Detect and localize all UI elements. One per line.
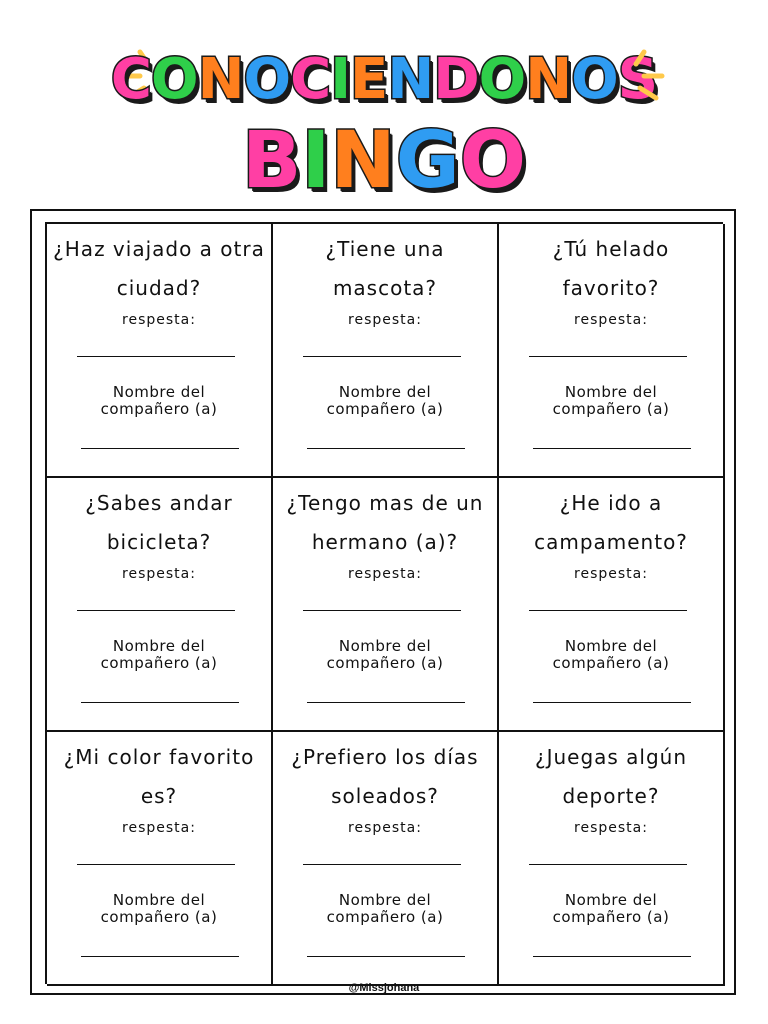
name-line[interactable] [307,448,465,449]
cell-question: ¿Tiene una mascota? [325,237,445,300]
cell-question: ¿Tengo mas de un hermano (a)? [286,491,484,554]
answer-line[interactable] [77,356,235,357]
bingo-cell[interactable] [499,732,725,986]
name-line[interactable] [81,956,239,957]
name-line[interactable] [533,956,691,957]
cell-question: ¿He ido a campamento? [534,491,688,554]
name-line[interactable] [533,448,691,449]
title-conociendonos-letter: C [290,47,331,112]
name-line[interactable] [533,702,691,703]
name-label-line1: Nombre del [564,383,658,401]
answer-line[interactable] [77,864,235,865]
title-conociendonos-letter: N [387,47,434,112]
name-label-line1: Nombre del [338,383,432,401]
answer-line[interactable] [77,610,235,611]
title-bingo-letter: N [330,116,396,206]
author-credit: @Missjohana [348,982,420,994]
bingo-cell[interactable] [273,478,499,732]
name-line[interactable] [81,702,239,703]
bingo-cell[interactable] [273,732,499,986]
answer-label: respesta: [348,566,422,582]
name-label-line1: Nombre del [338,891,432,909]
name-label-line1: Nombre del [564,637,658,655]
name-label-line2: compañero (a) [326,654,444,672]
answer-label: respesta: [574,820,648,836]
cell-question: ¿Mi color favorito es? [63,745,255,808]
title-conociendonos-letter: O [571,47,618,112]
classmate-name-label [47,384,271,418]
name-line[interactable] [81,448,239,449]
header [0,0,768,205]
answer-line[interactable] [529,610,687,611]
title-conociendonos-letter: E [350,47,388,112]
name-label-line1: Nombre del [338,637,432,655]
name-label-line2: compañero (a) [326,400,444,418]
name-label-line1: Nombre del [564,891,658,909]
bingo-cell[interactable] [47,478,273,732]
bingo-cell[interactable] [47,224,273,478]
name-label-line2: compañero (a) [326,908,444,926]
answer-label: respesta: [574,566,648,582]
bingo-grid [45,222,723,984]
answer-label: respesta: [348,312,422,328]
name-label-line1: Nombre del [112,383,206,401]
answer-label: respesta: [348,820,422,836]
bingo-cell[interactable] [499,224,725,478]
cell-question: ¿Sabes andar bicicleta? [85,491,233,554]
title-bingo [0,116,768,206]
cell-question: ¿Prefiero los días soleados? [291,745,479,808]
title-conociendonos-letter: D [433,47,479,112]
answer-line[interactable] [303,356,461,357]
bingo-cell[interactable] [47,732,273,986]
title-conociendonos-letter: O [151,47,198,112]
name-line[interactable] [307,956,465,957]
answer-line[interactable] [303,864,461,865]
classmate-name-label [273,892,497,926]
classmate-name-label [499,384,723,418]
title-bingo-letter: I [301,116,331,206]
cell-question: ¿Juegas algún deporte? [534,745,688,808]
classmate-name-label [47,638,271,672]
answer-label: respesta: [574,312,648,328]
answer-label: respesta: [122,820,196,836]
cell-question: ¿Haz viajado a otra ciudad? [53,237,265,300]
bingo-cell[interactable] [273,224,499,478]
classmate-name-label [273,384,497,418]
name-label-line2: compañero (a) [552,654,670,672]
name-label-line2: compañero (a) [552,400,670,418]
title-conociendonos-letter: S [617,47,658,112]
title-conociendonos-letter: O [478,47,526,112]
name-label-line2: compañero (a) [100,654,218,672]
bingo-cell[interactable] [499,478,725,732]
title-bingo-letter: O [459,116,527,206]
name-label-line1: Nombre del [112,891,206,909]
name-label-line2: compañero (a) [552,908,670,926]
title-conociendonos-letter: I [330,47,351,112]
name-label-line1: Nombre del [112,637,206,655]
title-conociendonos-letter: N [197,47,244,112]
title-bingo-letter: B [241,116,302,206]
title-bingo-letter: G [395,116,460,206]
title-conociendonos-letter: C [110,47,151,112]
answer-label: respesta: [122,566,196,582]
classmate-name-label [499,638,723,672]
answer-label: respesta: [122,312,196,328]
sparkle-icon [622,46,666,110]
classmate-name-label [273,638,497,672]
answer-line[interactable] [529,864,687,865]
cell-question: ¿Tú helado favorito? [552,237,670,300]
title-conociendonos-letter: O [243,47,291,112]
answer-line[interactable] [303,610,461,611]
answer-line[interactable] [529,356,687,357]
classmate-name-label [499,892,723,926]
title-conociendonos-letter: N [525,47,572,112]
name-label-line2: compañero (a) [100,400,218,418]
name-line[interactable] [307,702,465,703]
name-label-line2: compañero (a) [100,908,218,926]
classmate-name-label [47,892,271,926]
